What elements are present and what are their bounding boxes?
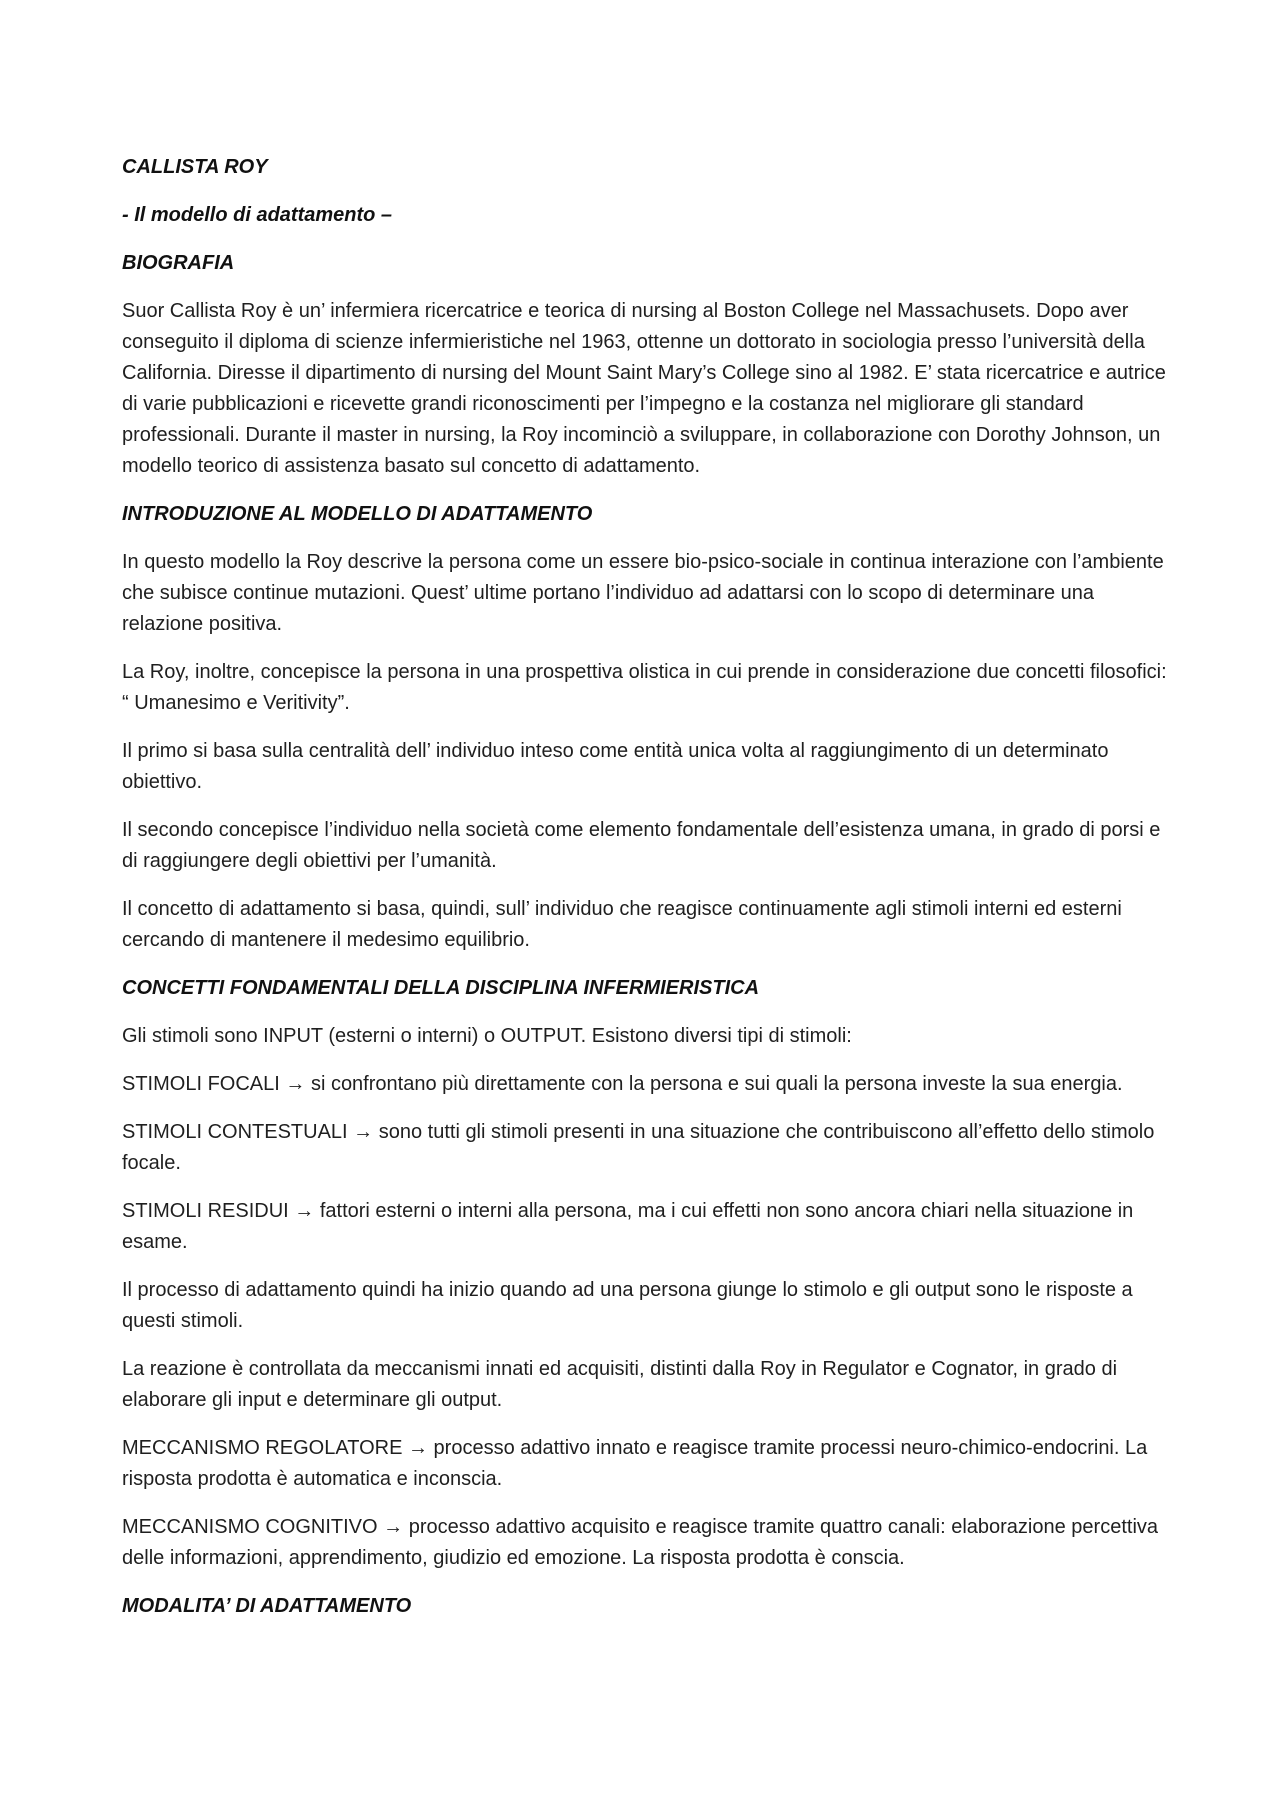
stimolo-term: STIMOLI CONTESTUALI <box>122 1121 348 1143</box>
meccanismo-term: MECCANISMO COGNITIVO <box>122 1516 378 1538</box>
meccanismo-regolatore <box>122 1433 1172 1495</box>
section-heading-concetti: CONCETTI FONDAMENTALI DELLA DISCIPLINA INFERMIERISTICA <box>122 977 760 999</box>
intro-paragraph-1: In questo modello la Roy descrive la persona come un essere bio-psico-sociale in continua interazione con l’ambiente che subisce continue mutazioni. Quest’ ultime portano l’individuo ad adattarsi con lo scopo di determinare una relazione positiva. <box>122 551 1164 635</box>
intro-paragraph-4: Il secondo concepisce l’individuo nella società come elemento fondamentale dell’esistenza umana, in grado di porsi e di raggiungere degli obiettivi per l’umanità. <box>122 819 1161 872</box>
section-heading-biografia: BIOGRAFIA <box>122 252 235 274</box>
biografia-paragraph: Suor Callista Roy è un’ infermiera ricercatrice e teorica di nursing al Boston College nel Massachusets. Dopo aver conseguito il diploma di scienze infermieristiche nel 1963, ottenne un dottorato in sociologia presso l’università della California. Diresse il dipartimento di nursing del Mount Saint Mary’s College sino al 1982. E’ stata ricercatrice e autrice di varie pubblicazioni e ricevette grandi riconoscimenti per l’impegno e la costanza nel migliorare gli standard professionali. Durante il master in nursing, la Roy incominciò a sviluppare, in collaborazione con Dorothy Johnson, un modello teorico di assistenza basato sul concetto di adattamento. <box>122 300 1166 477</box>
meccanismo-cognitivo <box>122 1512 1172 1574</box>
arrow-right-icon: → <box>285 1073 306 1095</box>
intro-paragraph-2: La Roy, inoltre, concepisce la persona in una prospettiva olistica in cui prende in considerazione due concetti filosofici: “ Umanesimo e Veritivity”. <box>122 661 1167 714</box>
section-heading-modalita: MODALITA’ DI ADATTAMENTO <box>122 1595 412 1617</box>
arrow-right-icon: → <box>353 1121 374 1143</box>
stimolo-text: sono tutti gli stimoli presenti in una situazione che contribuiscono all’effetto dello stimolo focale. <box>122 1121 1155 1174</box>
document-subtitle: - Il modello di adattamento – <box>122 204 393 226</box>
arrow-right-icon: → <box>383 1516 404 1538</box>
stimolo-term: STIMOLI FOCALI <box>122 1073 280 1095</box>
stimolo-focali <box>122 1069 1172 1100</box>
meccanismo-term: MECCANISMO REGOLATORE <box>122 1437 403 1459</box>
stimolo-residui <box>122 1196 1172 1258</box>
meccanismo-text: processo adattivo innato e reagisce tramite processi neuro-chimico-endocrini. La risposta prodotta è automatica e inconscia. <box>122 1437 1148 1490</box>
arrow-right-icon: → <box>294 1200 315 1222</box>
section-heading-introduzione: INTRODUZIONE AL MODELLO DI ADATTAMENTO <box>122 503 593 525</box>
intro-paragraph-3: Il primo si basa sulla centralità dell’ individuo inteso come entità unica volta al raggiungimento di un determinato obiettivo. <box>122 740 1109 793</box>
stimolo-term: STIMOLI RESIDUI <box>122 1200 289 1222</box>
meccanismo-text: processo adattivo acquisito e reagisce tramite quattro canali: elaborazione percettiva delle informazioni, apprendimento, giudizio ed emozione. La risposta prodotta è conscia. <box>122 1516 1159 1569</box>
document-page <box>122 152 1172 1639</box>
stimolo-contestuali <box>122 1117 1172 1179</box>
intro-paragraph-5: Il concetto di adattamento si basa, quindi, sull’ individuo che reagisce continuamente agli stimoli interni ed esterni cercando di mantenere il medesimo equilibrio. <box>122 898 1122 951</box>
reazione-paragraph: La reazione è controllata da meccanismi innati ed acquisiti, distinti dalla Roy in Regulator e Cognator, in grado di elaborare gli input e determinare gli output. <box>122 1358 1118 1411</box>
document-title: CALLISTA ROY <box>122 156 268 178</box>
processo-paragraph: Il processo di adattamento quindi ha inizio quando ad una persona giunge lo stimolo e gli output sono le risposte a questi stimoli. <box>122 1279 1133 1332</box>
stimolo-text: si confrontano più direttamente con la persona e sui quali la persona investe la sua energia. <box>310 1073 1123 1095</box>
stimolo-text: fattori esterni o interni alla persona, ma i cui effetti non sono ancora chiari nella situazione in esame. <box>122 1200 1134 1253</box>
arrow-right-icon: → <box>407 1437 428 1459</box>
concetti-intro: Gli stimoli sono INPUT (esterni o interni) o OUTPUT. Esistono diversi tipi di stimoli: <box>122 1025 852 1047</box>
